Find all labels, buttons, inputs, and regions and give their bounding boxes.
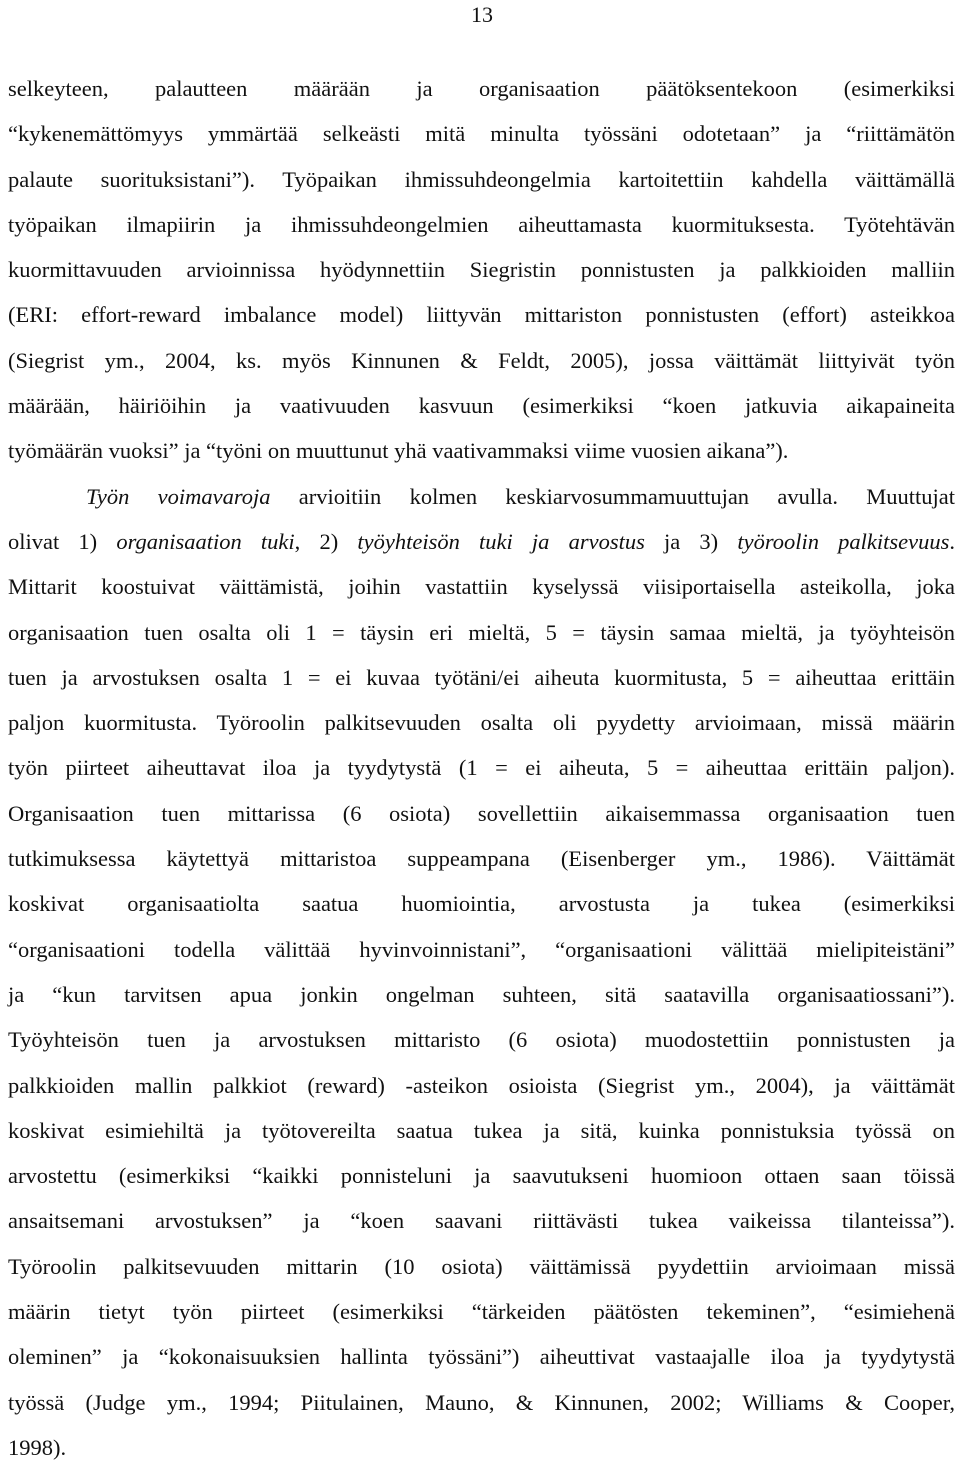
text-line	[8, 66, 955, 111]
italic-term: työyhteisön tuki ja arvostus	[357, 528, 645, 554]
text-segment: työmäärän vuoksi” ja “työni on muuttunut yhä vaativammaksi viime vuosien aikana”).	[8, 438, 789, 464]
text-line	[8, 1244, 955, 1289]
text-segment: oleminen” ja “kokonaisuuksien hallinta työssäni”) aiheuttivat vastaajalle iloa ja tyydytystä	[8, 1344, 955, 1370]
text-segment: palkkioiden mallin palkkiot (reward) -asteikon osioista (Siegrist ym., 2004), ja väittämät	[8, 1072, 955, 1098]
text-segment: tuen ja arvostuksen osalta 1 = ei kuvaa työtäni/ei aiheuta kuormitusta, 5 = aiheuttaa erittäin	[8, 664, 955, 690]
text-line	[8, 655, 955, 700]
text-line	[8, 247, 955, 292]
text-line	[8, 474, 955, 519]
text-line	[8, 1017, 955, 1062]
text-segment: (ERI: effort-reward imbalance model) liittyvän mittariston ponnistusten (effort) asteikkoa	[8, 302, 955, 328]
text-segment: , 2)	[294, 528, 358, 554]
text-segment: ja 3)	[644, 528, 738, 554]
text-segment: työn piirteet aiheuttavat iloa ja tyydytystä (1 = ei aiheuta, 5 = aiheuttaa erittäin paljon).	[8, 755, 955, 781]
text-line	[8, 1198, 955, 1243]
text-segment: ansaitsemani arvostuksen” ja “koen saavani riittävästi tukea vaikeissa tilanteissa”).	[8, 1208, 955, 1234]
text-segment: Työyhteisön tuen ja arvostuksen mittaristo (6 osiota) muodostettiin ponnistusten ja	[8, 1027, 955, 1053]
text-line	[8, 610, 955, 655]
text-segment: palaute suorituksistani”). Työpaikan ihmissuhdeongelmia kartoitettiin kahdella väittämällä	[8, 166, 955, 192]
text-segment: paljon kuormitusta. Työroolin palkitsevuuden osalta oli pyydetty arvioimaan, missä määrin	[8, 710, 955, 736]
text-line	[8, 1153, 955, 1198]
text-segment: työpaikan ilmapiirin ja ihmissuhdeongelmien aiheuttamasta kuormituksesta. Työtehtävän	[8, 211, 955, 237]
text-line	[8, 836, 955, 881]
text-line	[8, 338, 955, 383]
text-segment: koskivat organisaatiolta saatua huomiointia, arvostusta ja tukea (esimerkiksi	[8, 891, 955, 917]
text-line	[8, 428, 955, 473]
text-segment: arvioitiin kolmen keskiarvosummamuuttujan avulla. Muuttujat	[270, 483, 955, 509]
text-line	[8, 292, 955, 337]
text-segment: .	[949, 528, 956, 554]
text-line	[8, 202, 955, 247]
page-number: 13	[471, 2, 493, 27]
text-line	[8, 927, 955, 972]
text-segment: Mittarit koostuivat väittämistä, joihin vastattiin kyselyssä viisiportaisella asteikolla, joka	[8, 574, 955, 600]
text-line	[8, 972, 955, 1017]
italic-term: työroolin palkitsevuus	[737, 528, 950, 554]
text-line	[8, 700, 955, 745]
text-segment: (Siegrist ym., 2004, ks. myös Kinnunen & Feldt, 2005), jossa väittämät liittyivät työn	[8, 347, 955, 373]
text-segment: työssä (Judge ym., 1994; Piitulainen, Mauno, & Kinnunen, 2002; Williams & Cooper,	[8, 1389, 955, 1415]
text-segment: organisaation tuen osalta oli 1 = täysin eri mieltä, 5 = täysin samaa mieltä, ja työyhteisön	[8, 619, 955, 645]
text-segment: koskivat esimiehiltä ja työtovereilta saatua tukea ja sitä, kuinka ponnistuksia työssä on	[8, 1117, 955, 1143]
text-line	[8, 881, 955, 926]
text-line	[8, 791, 955, 836]
text-line	[8, 1289, 955, 1334]
text-line	[8, 1380, 955, 1425]
body-text	[8, 66, 955, 1470]
italic-term: Työn voimavaroja	[86, 483, 271, 509]
text-segment: “organisaationi todella välittää hyvinvoinnistani”, “organisaationi välittää mielipiteistäni”	[8, 936, 955, 962]
text-segment: määrään, häiriöihin ja vaativuuden kasvuun (esimerkiksi “koen jatkuvia aikapaineita	[8, 393, 955, 419]
text-line	[8, 111, 955, 156]
text-line	[8, 157, 955, 202]
text-segment: “kykenemättömyys ymmärtää selkeästi mitä minulta työssäni odotetaan” ja “riittämätön	[8, 121, 955, 147]
text-line	[8, 519, 955, 564]
text-line	[8, 745, 955, 790]
text-line	[8, 383, 955, 428]
text-line	[8, 1334, 955, 1379]
text-segment: arvostettu (esimerkiksi “kaikki ponnisteluni ja saavutukseni huomioon ottaen saan töissä	[8, 1163, 955, 1189]
text-line	[8, 564, 955, 609]
text-segment: Työroolin palkitsevuuden mittarin (10 osiota) väittämissä pyydettiin arvioimaan missä	[8, 1253, 955, 1279]
text-segment: olivat 1)	[8, 528, 117, 554]
text-segment: ja “kun tarvitsen apua jonkin ongelman suhteen, sitä saatavilla organisaatiossani”).	[8, 981, 955, 1007]
text-line	[8, 1063, 955, 1108]
text-segment: selkeyteen, palautteen määrään ja organisaation päätöksentekoon (esimerkiksi	[8, 76, 955, 101]
text-segment: tutkimuksessa käytettyä mittaristoa suppeampana (Eisenberger ym., 1986). Väittämät	[8, 846, 955, 872]
text-segment: määrin tietyt työn piirteet (esimerkiksi “tärkeiden päätösten tekeminen”, “esimiehenä	[8, 1299, 955, 1325]
text-line	[8, 1108, 955, 1153]
text-segment: kuormittavuuden arvioinnissa hyödynnettiin Siegristin ponnistusten ja palkkioiden malliin	[8, 257, 955, 283]
text-line	[8, 1425, 955, 1470]
text-segment: 1998).	[8, 1434, 67, 1460]
italic-term: organisaation tuki	[116, 528, 295, 554]
text-segment: Organisaation tuen mittarissa (6 osiota) sovellettiin aikaisemmassa organisaation tuen	[8, 800, 955, 826]
